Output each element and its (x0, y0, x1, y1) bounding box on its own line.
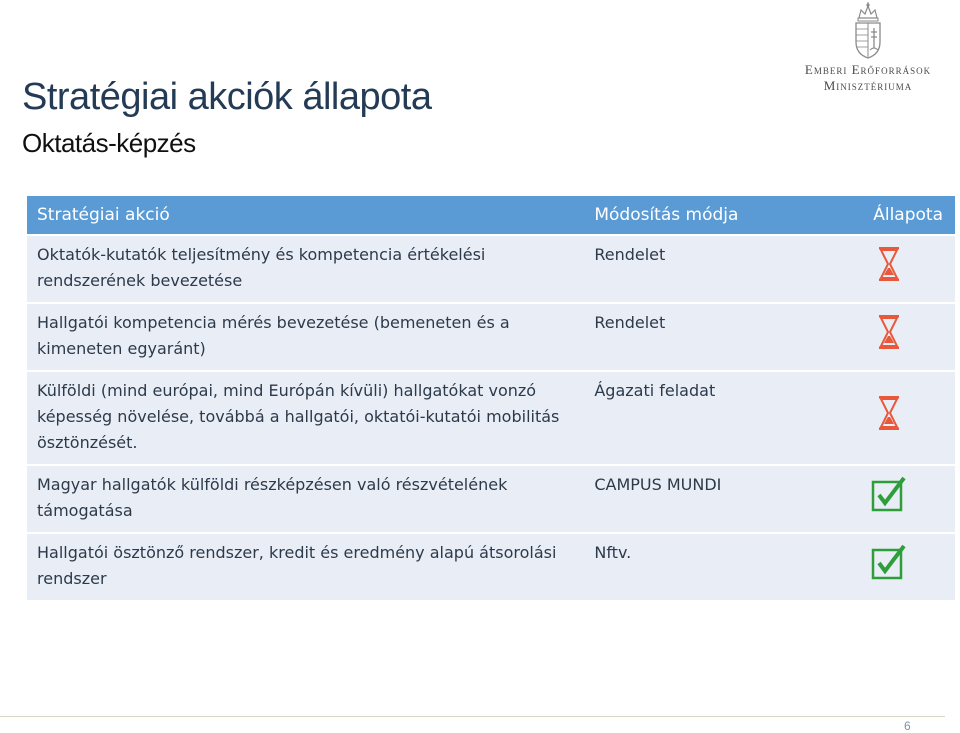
modification-cell: Rendelet (584, 303, 794, 371)
modification-cell: CAMPUS MUNDI (584, 465, 794, 533)
status-cell (794, 465, 955, 533)
table-row (27, 303, 955, 371)
action-cell: Oktatók-kutatók teljesítmény és kompetencia értékelési rendszerének bevezetése (27, 235, 584, 303)
header-modification: Módosítás módja (584, 196, 794, 235)
logo-line-1: Emberi Erőforrások (804, 62, 932, 77)
ministry-logo (798, 2, 938, 94)
table-row (27, 371, 955, 465)
hourglass-icon (878, 314, 900, 358)
modification-cell: Ágazati feladat (584, 371, 794, 465)
header-action: Stratégiai akció (27, 196, 584, 235)
page-title: Stratégiai akciók állapota (22, 76, 432, 118)
modification-cell: Nftv. (584, 533, 794, 600)
checkbox-checked-icon (871, 476, 907, 520)
status-cell (794, 235, 955, 303)
status-cell (794, 533, 955, 600)
logo-line-2: Minisztériuma (823, 78, 913, 93)
hourglass-icon (878, 246, 900, 290)
hungarian-coat-of-arms-icon (851, 2, 885, 60)
footer-divider (0, 716, 945, 717)
table-header-row (27, 196, 955, 235)
status-cell (794, 303, 955, 371)
table-row (27, 235, 955, 303)
header-status: Állapota (794, 196, 955, 235)
page-number: 6 (904, 719, 911, 733)
action-cell: Hallgatói kompetencia mérés bevezetése (bemeneten és a kimeneten egyaránt) (27, 303, 584, 371)
page-subtitle: Oktatás-képzés (22, 128, 196, 158)
action-cell: Hallgatói ösztönző rendszer, kredit és eredmény alapú átsorolási rendszer (27, 533, 584, 600)
strategic-actions-table (27, 196, 955, 600)
hourglass-icon (878, 395, 900, 439)
modification-cell: Rendelet (584, 235, 794, 303)
action-cell: Magyar hallgatók külföldi részképzésen való részvételének támogatása (27, 465, 584, 533)
action-cell: Külföldi (mind európai, mind Európán kívüli) hallgatókat vonzó képesség növelése, továbbá a hallgatói, oktatói-kutatói mobilitás ösztönzését. (27, 371, 584, 465)
table-row (27, 465, 955, 533)
status-cell (794, 371, 955, 465)
checkbox-checked-icon (871, 544, 907, 588)
table-row (27, 533, 955, 600)
